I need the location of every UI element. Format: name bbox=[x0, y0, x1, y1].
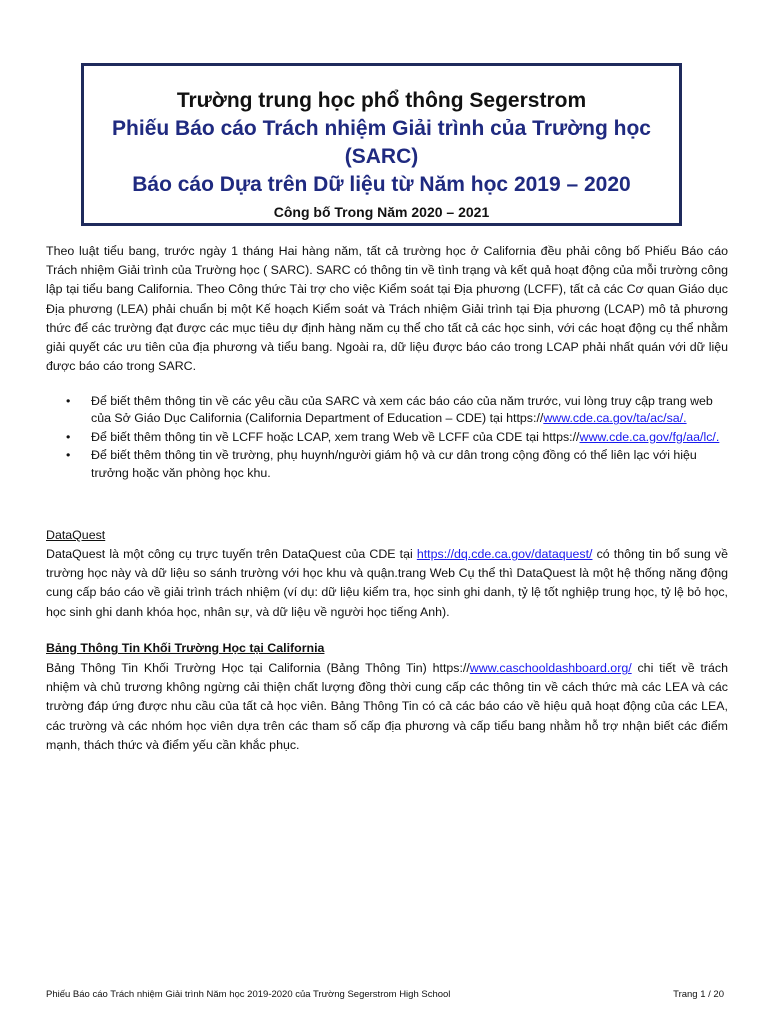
bullet-icon: • bbox=[66, 448, 71, 463]
list-item bbox=[66, 429, 726, 446]
lcff-link[interactable]: www.cde.ca.gov/fg/aa/lc/. bbox=[579, 429, 720, 444]
info-bullet-list bbox=[66, 393, 726, 483]
dashboard-text-after: chi tiết về trách nhiệm và chủ trương không ngừng cải thiện chất lượng đồng thời cung cấp các thông tin về cách thức mà các LEA và các trường đáp ứng được nhu cầu của tất cả học viên. Bảng Thông Tin có cả các báo cáo về hiệu quả hoạt động của các LEA, các trường và các nhóm học viên dựa trên các tham số cấp địa phương và cấp tiểu bang nhằm hỗ trợ nhận biết các điểm mạnh, thách thức và điểm yếu cần khắc phục. bbox=[46, 661, 728, 752]
bullet-text: Để biết thêm thông tin về trường, phụ huynh/người giám hộ và cư dân trong cộng đồng có thể liên lạc với hiệu trưởng hoặc văn phòng học khu. bbox=[91, 448, 697, 480]
dashboard-paragraph bbox=[46, 659, 728, 755]
bullet-text: Để biết thêm thông tin về LCFF hoặc LCAP, xem trang Web về LCFF của CDE tại https:// bbox=[91, 429, 580, 444]
title-box bbox=[81, 63, 682, 226]
list-item bbox=[66, 447, 726, 482]
bullet-text: Để biết thêm thông tin về các yêu cầu của SARC và xem các báo cáo của năm trước, vui lòng truy cập trang web của Sở Giáo Dục California (California Department of Education – CDE) tại https:// bbox=[91, 394, 713, 426]
report-title-acronym: (SARC) bbox=[344, 145, 419, 168]
page-number: Trang 1 / 20 bbox=[673, 989, 724, 1000]
footer-title: Phiếu Báo cáo Trách nhiệm Giải trình Năm học 2019-2020 của Trường Segerstrom High School bbox=[46, 989, 451, 1000]
sarc-link[interactable]: www.cde.ca.gov/ta/ac/sa/. bbox=[543, 411, 687, 426]
dashboard-text-before: Bảng Thông Tin Khối Trường Học tại California (Bảng Thông Tin) https:// bbox=[46, 661, 470, 675]
dataquest-heading: DataQuest bbox=[46, 528, 106, 542]
dataquest-text-before: DataQuest là một công cụ trực tuyến trên DataQuest của CDE tại bbox=[46, 547, 417, 561]
dataquest-paragraph bbox=[46, 545, 728, 622]
bullet-icon: • bbox=[66, 429, 71, 444]
dataquest-text-after: có thông tin bổ sung về trường học này và dữ liệu so sánh trường với học khu và quận.trang Web Cụ thể thì DataQuest là một hệ thống năng động cung cấp báo cáo về giải trình trách nhiệm (ví dụ: dữ liệu kiểm tra, học sinh ghi danh, tỷ lệ tốt nghiệp trung học, tỷ lệ bỏ học, học sinh ghi danh khóa học, nhân sự, và dữ liệu về người học tiếng Anh). bbox=[46, 547, 728, 619]
school-name: Trường trung học phổ thông Segerstrom bbox=[176, 89, 587, 112]
report-title: Phiếu Báo cáo Trách nhiệm Giải trình của Trường học bbox=[112, 117, 651, 140]
published-year: Công bố Trong Năm 2020 – 2021 bbox=[273, 204, 490, 220]
dashboard-link[interactable]: www.caschooldashboard.org/ bbox=[469, 661, 632, 675]
intro-paragraph: Theo luật tiểu bang, trước ngày 1 tháng Hai hàng năm, tất cả trường học ở California đều phải công bố Phiếu Báo cáo Trách nhiệm Giải trình của Trường học ( SARC). SARC có thông tin về tình trạng và kết quả hoạt động của mỗi trường công lập tại tiểu bang California. Theo Công thức Tài trợ cho việc Kiểm soát tại Địa phương (LCFF), tất cả các Cơ quan Giáo dục Địa phương (LEA) phải chuẩn bị một Kế hoạch Kiểm soát và Trách nhiệm Giải trình tại Địa phương (LCAP) mô tả phương thức để các trường đạt được các mục tiêu dự định hàng năm cụ thể cho tất cả các học sinh, với các hoạt động cụ thể nhằm giải quyết các ưu tiên của địa phương và tiểu bang. Ngoài ra, dữ liệu được báo cáo trong LCAP phải nhất quán với dữ liệu được báo cáo trong SARC. bbox=[46, 244, 728, 374]
report-subtitle: Báo cáo Dựa trên Dữ liệu từ Năm học 2019 – 2020 bbox=[132, 173, 631, 196]
bullet-icon: • bbox=[66, 394, 71, 408]
list-item bbox=[66, 393, 726, 428]
dashboard-heading: Bảng Thông Tin Khối Trường Học tại California bbox=[46, 641, 325, 655]
dataquest-link[interactable]: https://dq.cde.ca.gov/dataquest/ bbox=[416, 547, 593, 561]
